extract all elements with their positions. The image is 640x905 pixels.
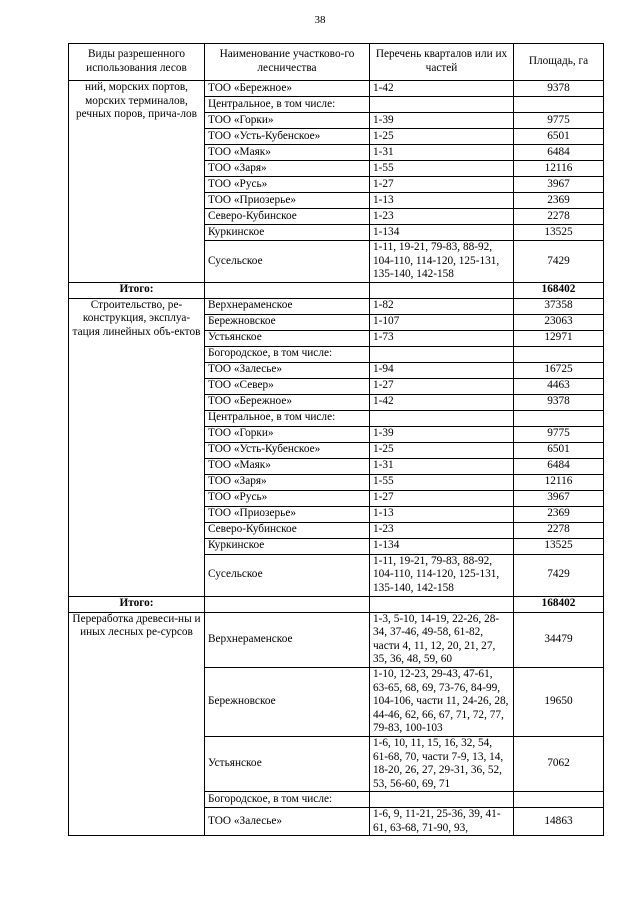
- quarters-cell: 1-13: [370, 506, 514, 522]
- forestry-name-cell: ТОО «Север»: [205, 378, 370, 394]
- area-cell: 6484: [514, 145, 604, 161]
- header-forestry-name: Наименование участково-го лесничества: [205, 44, 370, 81]
- area-cell: 7062: [514, 736, 604, 791]
- area-cell: 14863: [514, 808, 604, 836]
- area-cell: 13525: [514, 225, 604, 241]
- forestry-name-cell: ТОО «Заря»: [205, 161, 370, 177]
- quarters-cell: 1-39: [370, 426, 514, 442]
- quarters-cell: 1-73: [370, 330, 514, 346]
- area-cell: 13525: [514, 538, 604, 554]
- forestry-name-cell: Куркинское: [205, 538, 370, 554]
- forestry-name-cell: Сусельское: [205, 241, 370, 283]
- forestry-name-cell: Устьянское: [205, 736, 370, 791]
- quarters-cell: 1-6, 10, 11, 15, 16, 32, 54, 61-68, 70, части 7-9, 13, 14, 18-20, 26, 27, 29-31, 36, 52, 53, 56-60, 69, 71: [370, 736, 514, 791]
- forestry-name-cell: ТОО «Бережное»: [205, 81, 370, 97]
- area-cell: 9775: [514, 426, 604, 442]
- forestry-name-cell: Бережновское: [205, 314, 370, 330]
- forestry-name-cell: ТОО «Приозерье»: [205, 193, 370, 209]
- forestry-name-cell: ТОО «Горки»: [205, 113, 370, 129]
- quarters-cell: 1-11, 19-21, 79-83, 88-92, 104-110, 114-120, 125-131, 135-140, 142-158: [370, 241, 514, 283]
- quarters-cell: 1-27: [370, 378, 514, 394]
- forestry-name-cell: ТОО «Маяк»: [205, 458, 370, 474]
- quarters-cell: 1-11, 19-21, 79-83, 88-92, 104-110, 114-120, 125-131, 135-140, 142-158: [370, 554, 514, 596]
- area-cell: [514, 97, 604, 113]
- forestry-name-cell: Богородское, в том числе:: [205, 792, 370, 808]
- quarters-cell: [370, 792, 514, 808]
- area-cell: 12116: [514, 474, 604, 490]
- quarters-cell: 1-27: [370, 490, 514, 506]
- forestry-name-cell: Богородское, в том числе:: [205, 346, 370, 362]
- forestry-name-cell: ТОО «Усть-Кубенское»: [205, 442, 370, 458]
- forestry-name-cell: Устьянское: [205, 330, 370, 346]
- forestry-name-cell: Куркинское: [205, 225, 370, 241]
- area-cell: 9775: [514, 113, 604, 129]
- forestry-name-cell: Центральное, в том числе:: [205, 410, 370, 426]
- forestry-name-cell: Верхнераменское: [205, 612, 370, 667]
- header-area: Площадь, га: [514, 44, 604, 81]
- total-value: 168402: [514, 596, 604, 612]
- total-empty-cell: [370, 282, 514, 298]
- quarters-cell: 1-3, 5-10, 14-19, 22-26, 28-34, 37-46, 49-58, 61-82, части 4, 11, 12, 20, 21, 27, 35, 36, 48, 59, 60: [370, 612, 514, 667]
- page-number: 38: [314, 14, 326, 26]
- total-empty-cell: [205, 596, 370, 612]
- area-cell: 6501: [514, 129, 604, 145]
- quarters-cell: 1-13: [370, 193, 514, 209]
- area-cell: 2278: [514, 209, 604, 225]
- quarters-cell: 1-42: [370, 81, 514, 97]
- area-cell: [514, 792, 604, 808]
- area-cell: 4463: [514, 378, 604, 394]
- area-cell: 7429: [514, 241, 604, 283]
- table-row: [69, 81, 604, 97]
- quarters-cell: 1-25: [370, 442, 514, 458]
- forestry-name-cell: ТОО «Горки»: [205, 426, 370, 442]
- quarters-cell: 1-134: [370, 225, 514, 241]
- forestry-name-cell: ТОО «Залесье»: [205, 808, 370, 836]
- total-row: [69, 282, 604, 298]
- area-cell: 16725: [514, 362, 604, 378]
- area-cell: 19650: [514, 667, 604, 736]
- header-row: [69, 44, 604, 81]
- forestry-name-cell: Северо-Кубинское: [205, 522, 370, 538]
- total-empty-cell: [205, 282, 370, 298]
- use-type-cell: Строительство, ре-конструкция, эксплуа-тация линейных объ-ектов: [69, 298, 205, 596]
- area-cell: 2369: [514, 506, 604, 522]
- area-cell: [514, 346, 604, 362]
- quarters-cell: 1-55: [370, 474, 514, 490]
- forestry-name-cell: ТОО «Залесье»: [205, 362, 370, 378]
- area-cell: 3967: [514, 490, 604, 506]
- quarters-cell: 1-107: [370, 314, 514, 330]
- forestry-name-cell: Верхнераменское: [205, 298, 370, 314]
- area-cell: 6501: [514, 442, 604, 458]
- quarters-cell: 1-25: [370, 129, 514, 145]
- forestry-name-cell: ТОО «Русь»: [205, 490, 370, 506]
- quarters-cell: 1-31: [370, 458, 514, 474]
- forestry-name-cell: Центральное, в том числе:: [205, 97, 370, 113]
- area-cell: [514, 410, 604, 426]
- quarters-cell: 1-23: [370, 522, 514, 538]
- area-cell: 12971: [514, 330, 604, 346]
- forestry-name-cell: ТОО «Заря»: [205, 474, 370, 490]
- area-cell: 7429: [514, 554, 604, 596]
- quarters-cell: [370, 410, 514, 426]
- forestry-name-cell: Бережновское: [205, 667, 370, 736]
- total-label: Итого:: [69, 596, 205, 612]
- area-cell: 37358: [514, 298, 604, 314]
- table-row: [69, 612, 604, 667]
- forestry-name-cell: ТОО «Русь»: [205, 177, 370, 193]
- area-cell: 9378: [514, 81, 604, 97]
- header-quarters: Перечень кварталов или их частей: [370, 44, 514, 81]
- quarters-cell: [370, 346, 514, 362]
- total-row: [69, 596, 604, 612]
- quarters-cell: 1-10, 12-23, 29-43, 47-61, 63-65, 68, 69, 73-76, 84-99, 104-106, части 11, 24-26, 28, 44-46, 62, 66, 67, 71, 72, 77, 79-83, 100-103: [370, 667, 514, 736]
- quarters-cell: 1-23: [370, 209, 514, 225]
- forestry-name-cell: ТОО «Приозерье»: [205, 506, 370, 522]
- area-cell: 2369: [514, 193, 604, 209]
- header-use-type: Виды разрешенного использования лесов: [69, 44, 205, 81]
- forestry-name-cell: ТОО «Бережное»: [205, 394, 370, 410]
- forestry-name-cell: ТОО «Усть-Кубенское»: [205, 129, 370, 145]
- area-cell: 12116: [514, 161, 604, 177]
- quarters-cell: [370, 97, 514, 113]
- quarters-cell: 1-82: [370, 298, 514, 314]
- use-type-cell: ний, морских портов, морских терминалов, речных поров, прича-лов: [69, 81, 205, 283]
- quarters-cell: 1-42: [370, 394, 514, 410]
- area-cell: 3967: [514, 177, 604, 193]
- forestry-name-cell: Северо-Кубинское: [205, 209, 370, 225]
- quarters-cell: 1-27: [370, 177, 514, 193]
- forestry-name-cell: ТОО «Маяк»: [205, 145, 370, 161]
- quarters-cell: 1-31: [370, 145, 514, 161]
- area-cell: 34479: [514, 612, 604, 667]
- quarters-cell: 1-6, 9, 11-21, 25-36, 39, 41-61, 63-68, 71-90, 93,: [370, 808, 514, 836]
- total-empty-cell: [370, 596, 514, 612]
- quarters-cell: 1-55: [370, 161, 514, 177]
- table-row: [69, 298, 604, 314]
- quarters-cell: 1-94: [370, 362, 514, 378]
- forestry-name-cell: Сусельское: [205, 554, 370, 596]
- total-value: 168402: [514, 282, 604, 298]
- use-type-cell: Переработка древеси-ны и иных лесных ре-сурсов: [69, 612, 205, 836]
- area-cell: 2278: [514, 522, 604, 538]
- quarters-cell: 1-39: [370, 113, 514, 129]
- area-cell: 23063: [514, 314, 604, 330]
- quarters-cell: 1-134: [370, 538, 514, 554]
- total-label: Итого:: [69, 282, 205, 298]
- area-cell: 6484: [514, 458, 604, 474]
- area-cell: 9378: [514, 394, 604, 410]
- land-use-table: [68, 43, 604, 836]
